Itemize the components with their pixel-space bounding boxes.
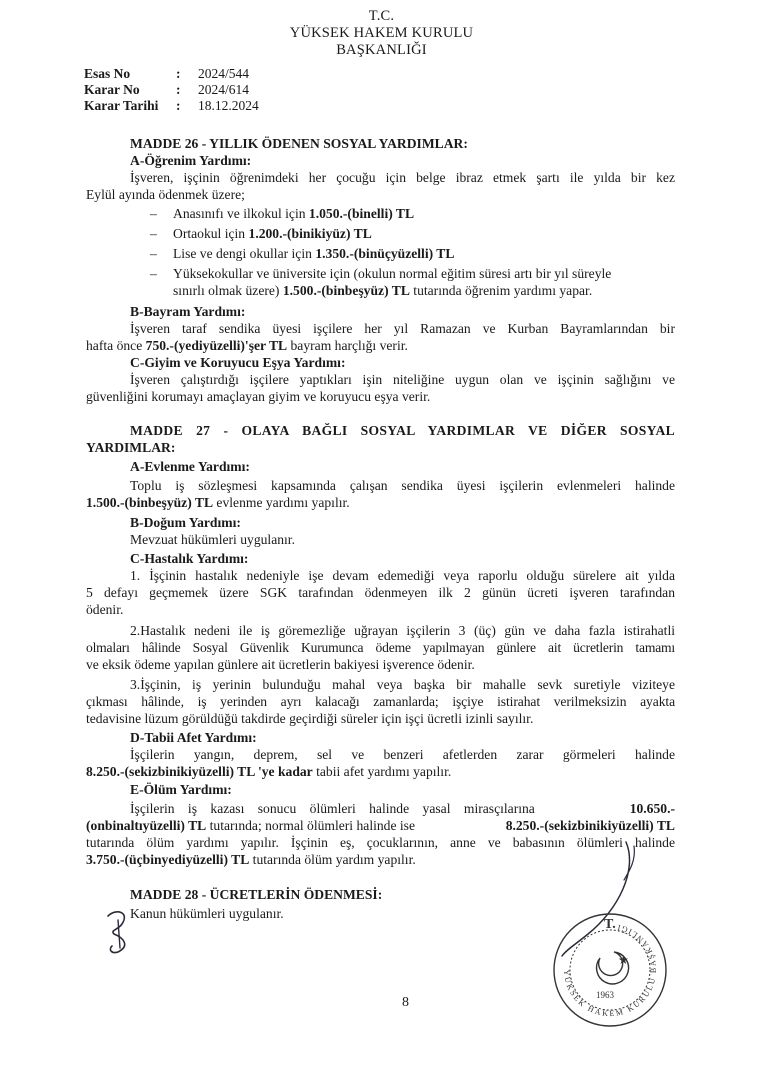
document-header bbox=[0, 8, 763, 59]
madde-26-c-line: İşveren çalıştırdığı işçilere yaptıkları işin niteliğine uygun olan ve işçinin sağlığını ve bbox=[130, 372, 675, 387]
madde-27-e-line: tutarında ölüm yardımı yapılır. İşçinin eş, çocuklarının, anne ve babasının ölümleri halinde bbox=[86, 835, 675, 850]
madde-26-a-title: A-Öğrenim Yardımı: bbox=[130, 153, 252, 168]
madde-27-e-line: (onbinaltıyüzelli) TL tutarında; normal ölümleri halinde ise 8.250.-(sekizbinikiyüzelli) TL bbox=[86, 818, 675, 833]
meta-value: 2024/544 bbox=[198, 66, 250, 81]
madde-26-b-line: İşveren taraf sendika üyesi işçilere her yıl Ramazan ve Kurban Bayramlarından bir bbox=[130, 321, 675, 336]
madde-27-c2-line: olmaları hâlinde Sosyal Güvenlik Kurumunca ödeme yapılmayan günlere ait ücretlerin tamamı bbox=[86, 640, 675, 655]
meta-row-karar bbox=[84, 82, 259, 98]
svg-text:★: ★ bbox=[618, 953, 629, 967]
page-number: 8 bbox=[402, 995, 409, 1010]
madde-28-title: MADDE 28 - ÜCRETLERİN ÖDENMESİ: bbox=[130, 887, 383, 902]
list-item: Anasınıfı ve ilkokul için 1.050.-(binelli) TL bbox=[173, 206, 415, 221]
madde-27-c2-line: 2.Hastalık nedeni ile iş göremezliğe uğrayan işçilerin 3 (üç) gün ve daha fazla istirahatli bbox=[130, 623, 675, 638]
madde-26-title: MADDE 26 - YILLIK ÖDENEN SOSYAL YARDIMLAR: bbox=[130, 136, 468, 151]
madde-26-c-line: güvenliğini korumayı amaçlayan giyim ve koruyucu eşya verir. bbox=[86, 389, 431, 404]
madde-27-b-title: B-Doğum Yardımı: bbox=[130, 515, 241, 530]
madde-27-title-cont: YARDIMLAR: bbox=[86, 440, 176, 455]
list-item: Yüksekokullar ve üniversite için (okulun normal eğitim süresi artı bir yıl süreyle bbox=[173, 266, 612, 281]
madde-27-e-line: 3.750.-(üçbinyediyüzelli) TL tutarında ölüm yardım yapılır. bbox=[86, 852, 416, 867]
list-item: Lise ve dengi okullar için 1.350.-(binüçyüzelli) TL bbox=[173, 246, 455, 261]
header-line-institution: YÜKSEK HAKEM KURULU bbox=[289, 25, 474, 41]
handwritten-initial bbox=[100, 900, 140, 960]
case-meta bbox=[84, 66, 259, 114]
list-item-cont: sınırlı olmak üzere) 1.500.-(binbeşyüz) TL tutarında öğrenim yardımı yapar. bbox=[173, 283, 593, 298]
list-dash: – bbox=[150, 206, 157, 221]
madde-26-a-line: Eylül ayında ödenmek üzere; bbox=[86, 187, 245, 202]
madde-27-c3-line: tedavisine lüzum görüldüğü takdirde geçirdiği süreler için işçi ücretli izinli sayılır. bbox=[86, 711, 534, 726]
meta-value: 18.12.2024 bbox=[198, 98, 259, 113]
madde-27-d-line: 8.250.-(sekizbinikiyüzelli) TL 'ye kadar tabii afet yardımı yapılır. bbox=[86, 764, 452, 779]
meta-sep: : bbox=[176, 66, 181, 81]
madde-28-line: Kanun hükümleri uygulanır. bbox=[130, 906, 284, 921]
madde-27-c2-line: ve eksik ödeme yapılan günlere ait ücretlerin bakiyesi işverence ödenir. bbox=[86, 657, 475, 672]
meta-label: Karar No bbox=[84, 82, 140, 97]
madde-27-e-line: İşçilerin iş kazası sonucu ölümleri halinde yasal mirasçılarına 10.650.- bbox=[130, 801, 675, 816]
madde-27-c3-line: çıkması hâlinde, iş yerinden ayrı kalacağı zamanlarda; işçiye istirahat verilmeksizin ayakta bbox=[86, 694, 675, 709]
madde-27-c3-line: 3.İşçinin, iş yerinin bulunduğu mahal veya başka bir mahalle sevk suretiyle viziteye bbox=[130, 677, 675, 692]
list-dash: – bbox=[150, 246, 157, 261]
header-line-tc: T.C. bbox=[368, 8, 395, 24]
header-line-presidency: BAŞKANLIĞI bbox=[336, 42, 427, 58]
madde-27-b-line: Mevzuat hükümleri uygulanır. bbox=[130, 532, 295, 547]
madde-27-title: MADDE 27 - OLAYA BAĞLI SOSYAL YARDIMLAR VE DİĞER SOSYAL bbox=[130, 423, 675, 438]
meta-row-esas bbox=[84, 66, 259, 82]
meta-label: Esas No bbox=[84, 66, 131, 81]
madde-27-d-title: D-Tabii Afet Yardımı: bbox=[130, 730, 257, 745]
list-item: Ortaokul için 1.200.-(binikiyüz) TL bbox=[173, 226, 372, 241]
madde-26-a-line: İşveren, işçinin öğrenimdeki her çocuğu için belge ibraz etmek şartı ile yılda bir kez bbox=[130, 170, 675, 185]
madde-27-e-title: E-Ölüm Yardımı: bbox=[130, 782, 232, 797]
meta-row-tarih bbox=[84, 98, 259, 114]
madde-27-c1-line: 1. İşçinin hastalık nedeniyle işe devam edemediği veya raporlu olduğu sürelere ait yılda bbox=[130, 568, 675, 583]
madde-27-c1-line: ödenir. bbox=[86, 602, 124, 617]
list-dash: – bbox=[150, 226, 157, 241]
madde-27-a-line: 1.500.-(binbeşyüz) TL evlenme yardımı yapılır. bbox=[86, 495, 350, 510]
madde-26-b-line: hafta önce 750.-(yediyüzelli)'şer TL bayram harçlığı verir. bbox=[86, 338, 408, 353]
meta-sep: : bbox=[176, 98, 181, 113]
madde-27-c1-line: 5 defayı geçmemek üzere SGK tarafından ödenmeyen ilk 2 günün ücreti işveren tarafından bbox=[86, 585, 675, 600]
madde-26-b-title: B-Bayram Yardımı: bbox=[130, 304, 246, 319]
list-dash: – bbox=[150, 266, 157, 281]
meta-sep: : bbox=[176, 82, 181, 97]
svg-text:YÜKSEK HAKEM KURULU BAŞKANLIĞI: YÜKSEK HAKEM KURULU BAŞKANLIĞI bbox=[561, 922, 659, 1019]
madde-27-c-title: C-Hastalık Yardımı: bbox=[130, 551, 249, 566]
madde-26-c-title: C-Giyim ve Koruyucu Eşya Yardımı: bbox=[130, 355, 346, 370]
svg-text:1963: 1963 bbox=[596, 990, 614, 1000]
meta-label: Karar Tarihi bbox=[84, 98, 159, 113]
official-stamp bbox=[548, 830, 698, 1040]
madde-27-d-line: İşçilerin yangın, deprem, sel ve benzeri afetlerden zarar görmeleri halinde bbox=[130, 747, 675, 762]
meta-value: 2024/614 bbox=[198, 82, 250, 97]
madde-27-a-line: Toplu iş sözleşmesi kapsamında çalışan sendika üyesi işçilerin evlenmeleri halinde bbox=[130, 478, 675, 493]
svg-text:T.: T. bbox=[604, 917, 616, 932]
madde-27-a-title: A-Evlenme Yardımı: bbox=[130, 459, 250, 474]
